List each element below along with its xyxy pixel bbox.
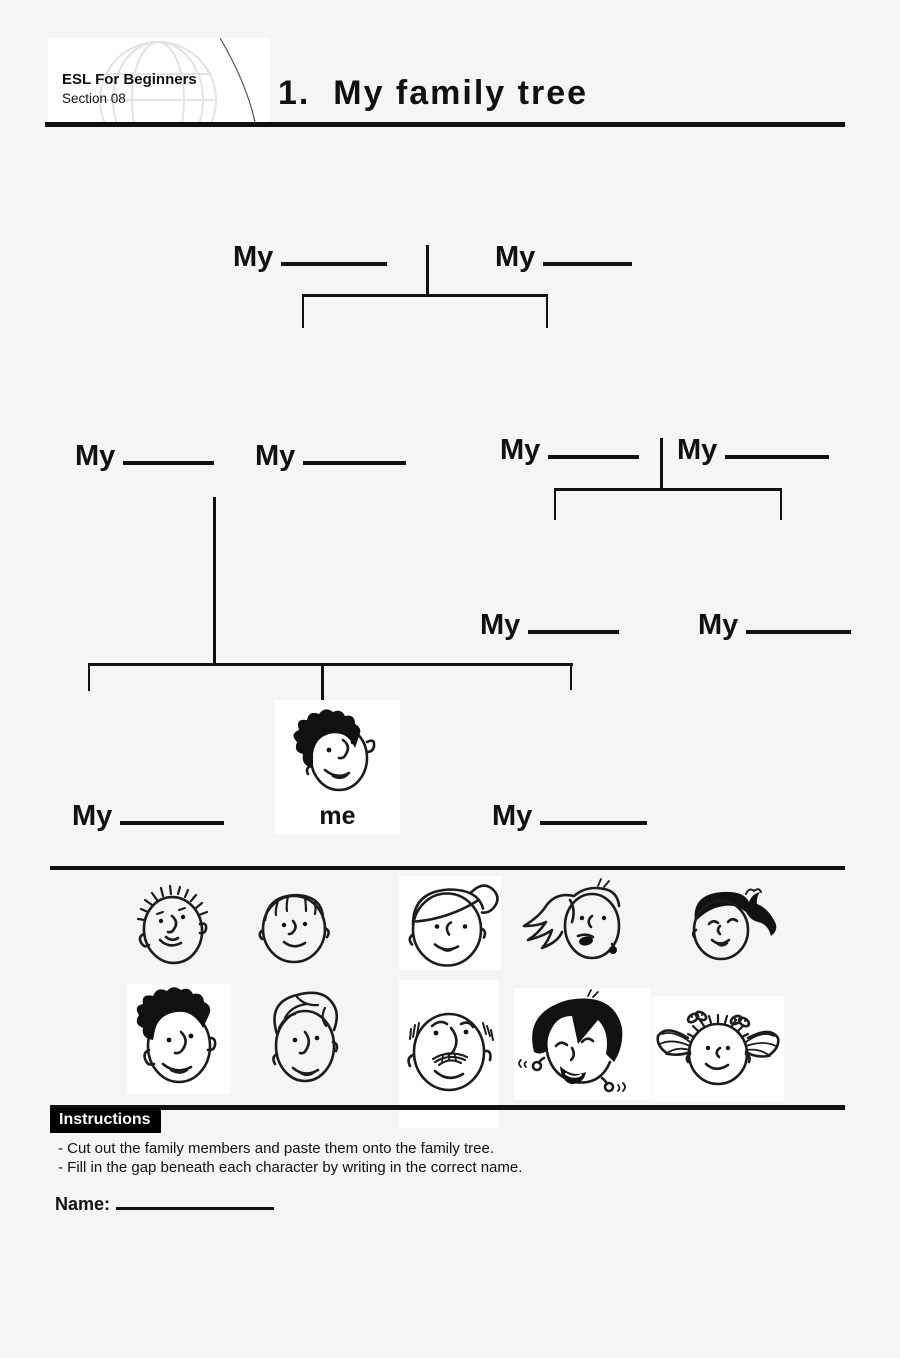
tree-line — [426, 245, 429, 296]
cutout-grandmother-bun — [399, 876, 501, 970]
fill-in-blank[interactable] — [543, 238, 632, 266]
cutout-boy-wavy-hair — [255, 982, 355, 1092]
fill-in-blank[interactable] — [746, 606, 851, 634]
fill-in-blank[interactable] — [281, 238, 387, 266]
fill-in-blank[interactable] — [548, 431, 639, 459]
fill-in-blank[interactable] — [540, 797, 647, 825]
tree-line — [302, 294, 548, 297]
tree-line — [88, 663, 90, 691]
tree-line — [88, 663, 573, 666]
slot-label: My — [72, 800, 113, 832]
separator-rule — [50, 866, 845, 870]
name-field — [55, 1192, 274, 1215]
slot-label: My — [698, 609, 739, 641]
tree-line — [554, 488, 782, 491]
slot-label: My — [495, 241, 536, 273]
slot-label: My — [492, 800, 533, 832]
cutout-girl-pigtails — [652, 996, 784, 1101]
tree-slot-aunt-2 — [698, 606, 851, 641]
me-portrait-box — [275, 700, 400, 835]
fill-in-blank[interactable] — [725, 431, 829, 459]
slot-label: My — [255, 440, 296, 472]
slot-label: My — [233, 241, 274, 273]
instructions-rule — [50, 1105, 845, 1110]
slot-label: My — [500, 434, 541, 466]
cutout-mother-flowing-hair — [512, 876, 647, 968]
header-rule — [45, 122, 845, 127]
tree-slot-mid-left-1 — [75, 437, 214, 472]
tree-slot-bottom-left — [72, 797, 224, 832]
tree-line — [302, 294, 304, 328]
cutout-grandfather-crew-cut — [128, 878, 218, 970]
tree-slot-mid-left-2 — [255, 437, 406, 472]
me-face-icon — [283, 704, 393, 800]
fill-in-blank[interactable] — [528, 606, 619, 634]
tree-slot-top-right — [495, 238, 632, 273]
cutout-girl-ponytail — [676, 882, 778, 964]
tree-slot-aunt-1 — [480, 606, 619, 641]
tree-line — [554, 488, 556, 520]
tree-slot-bottom-right — [492, 797, 647, 832]
tree-slot-mid-right-1 — [500, 431, 639, 466]
tree-line — [660, 438, 663, 490]
logo-box — [48, 38, 270, 122]
slot-label: My — [677, 434, 718, 466]
tree-slot-mid-right-2 — [677, 431, 829, 466]
cutout-father-curly-hair — [127, 984, 231, 1094]
tree-line — [213, 497, 216, 665]
cutout-boy-short-hair — [248, 880, 340, 966]
tree-line — [570, 663, 572, 690]
instructions-badge: Instructions — [50, 1108, 161, 1133]
instruction-line-2: - Fill in the gap beneath each character by writing in the correct name. — [58, 1159, 523, 1176]
instruction-line-1: - Cut out the family members and paste them onto the family tree. — [58, 1140, 495, 1157]
fill-in-blank[interactable] — [120, 797, 224, 825]
page-title: 1. My family tree — [278, 74, 589, 112]
name-label: Name: — [55, 1194, 111, 1214]
fill-in-blank[interactable] — [123, 437, 214, 465]
tree-slot-top-left — [233, 238, 387, 273]
brand-text: ESL For Beginners — [62, 71, 197, 88]
cutout-mother-bob-hair — [514, 988, 651, 1100]
fill-in-blank[interactable] — [303, 437, 406, 465]
slot-label: My — [75, 440, 116, 472]
me-label: me — [319, 802, 356, 830]
slot-label: My — [480, 609, 521, 641]
section-text: Section 08 — [62, 91, 126, 106]
tree-line — [546, 294, 548, 328]
name-blank[interactable] — [116, 1192, 274, 1210]
tree-line — [780, 488, 782, 520]
